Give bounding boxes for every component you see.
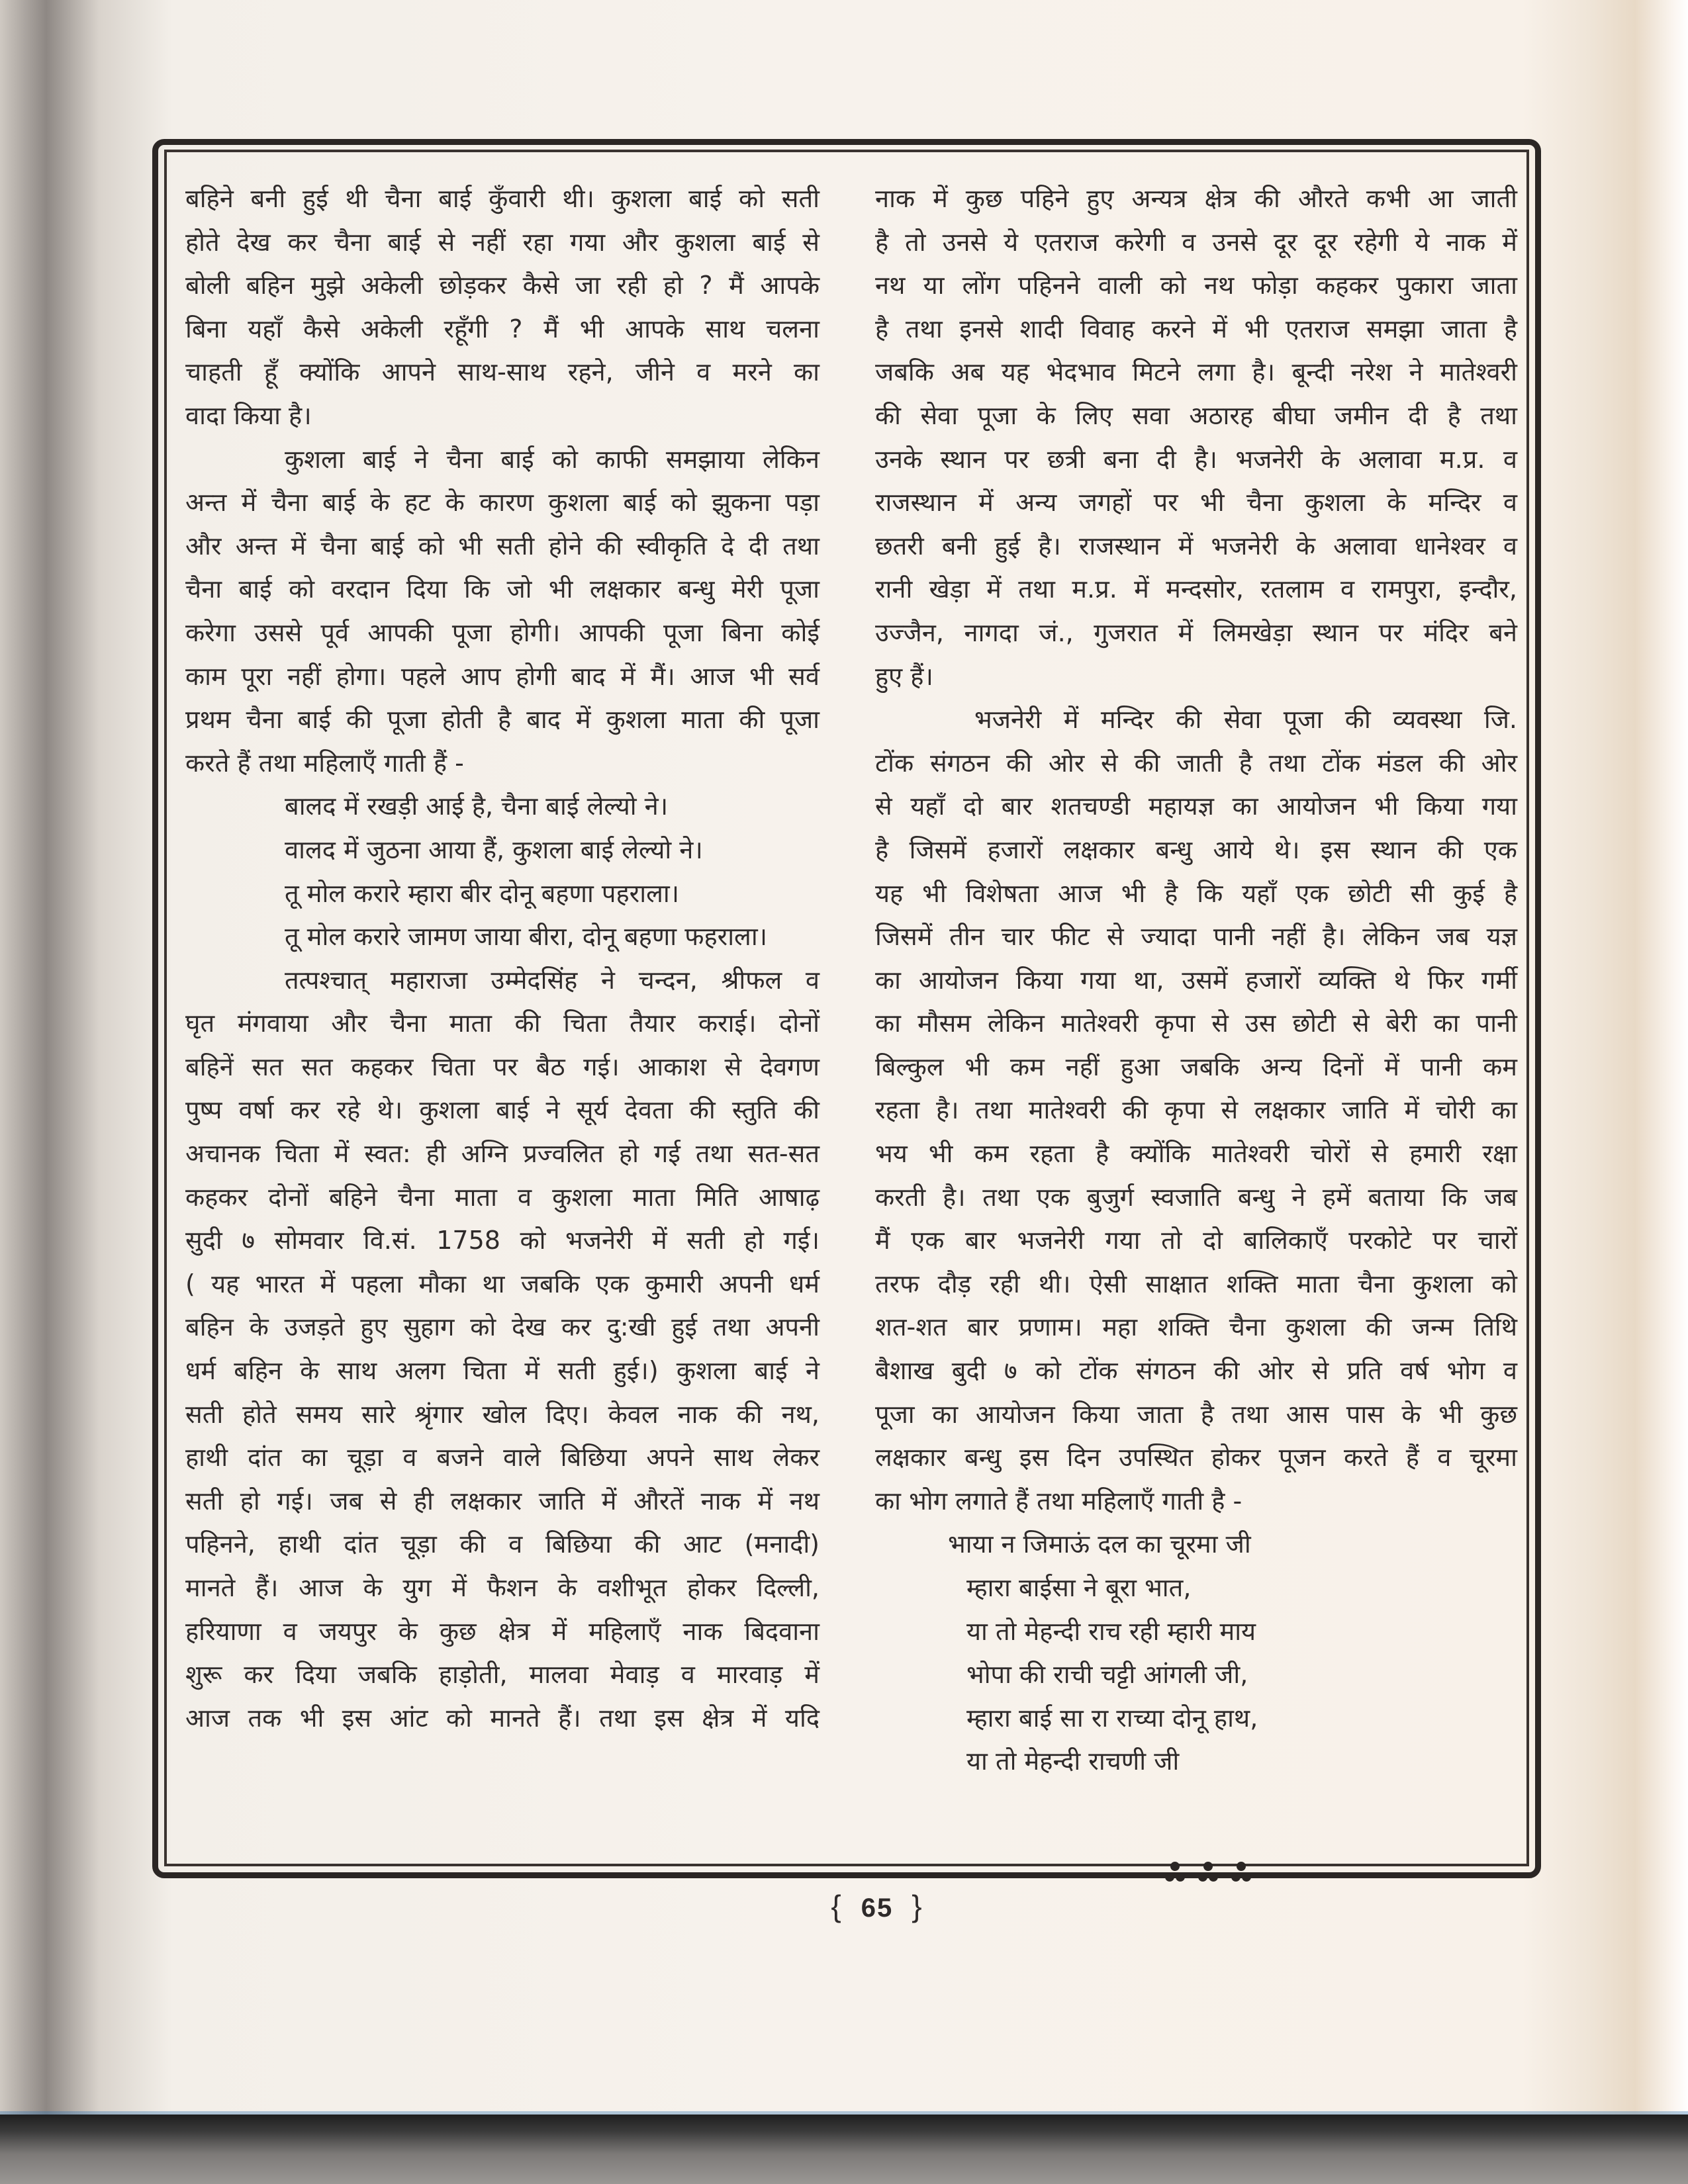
text-line: भय भी कम रहता है क्योंकि मातेश्वरी चोरों से हमारी रक्षा <box>875 1139 1517 1169</box>
text-line: का आयोजन किया गया था, उसमें हजारों व्यक्ति थे फिर गर्मी <box>875 965 1517 995</box>
text-line: बैशाख बुदी ७ को टोंक संगठन की ओर से प्रति वर्ष भोग व <box>875 1356 1517 1386</box>
text-line: घृत मंगवाया और चैना माता की चिता तैयार कराई। दोनों <box>185 1009 820 1038</box>
text-line: यह भी विशेषता आज भी है कि यहाँ एक छोटी सी कुई है <box>875 878 1517 908</box>
text-line: बहिनें सत सत कहकर चिता पर बैठ गई। आकाश से देवगण <box>185 1052 820 1081</box>
text-line: पहिनने, हाथी दांत चूड़ा की व बिछिया की आट (मनादी) <box>185 1529 820 1559</box>
text-line: बहिने बनी हुई थी चैना बाई कुँवारी थी। कुशला बाई को सती <box>185 184 820 213</box>
text-line: ( यह भारत में पहला मौका था जबकि एक कुमारी अपनी धर्म <box>185 1269 820 1298</box>
text-line: होते देख कर चैना बाई से नहीं रहा गया और कुशला बाई से <box>185 227 820 257</box>
text-line: करती है। तथा एक बुजुर्ग स्वजाति बन्धु ने हमें बताया कि जब <box>875 1182 1517 1212</box>
right-text-column <box>875 177 1517 1784</box>
text-line: सती होते समय सारे श्रृंगार खोल दिए। केवल नाक की नथ, <box>185 1399 820 1429</box>
text-line: नाक में कुछ पहिने हुए अन्यत्र क्षेत्र की औरते कभी आ जाती <box>875 184 1517 213</box>
text-line: हाथी दांत का चूड़ा व बजने वाले बिछिया अपने साथ लेकर <box>185 1443 820 1473</box>
text-line: मैं एक बार भजनेरी गया तो दो बालिकाएँ परकोटे पर चारों <box>875 1226 1517 1255</box>
text-line: बहिन के उजड़ते हुए सुहाग को देख कर दु:खी हुई तथा अपनी <box>185 1312 820 1342</box>
verse-line: तू मोल करारे जामण जाया बीरा, दोनू बहणा फहराला। <box>285 922 768 952</box>
text-line: शुरू कर दिया जबकि हाड़ोती, मालवा मेवाड़ व मारवाड़ में <box>185 1660 820 1690</box>
text-line: का भोग लगाते हैं तथा महिलाएँ गाती है - <box>875 1486 1243 1516</box>
trefoil-ornament-icon <box>1198 1862 1218 1882</box>
page-number <box>811 1888 943 1924</box>
text-line: आज तक भी इस आंट को मानते हैं। तथा इस क्षेत्र में यदि <box>185 1703 820 1733</box>
text-line: शत-शत बार प्रणाम। महा शक्ति चैना कुशला की जन्म तिथि <box>875 1312 1517 1342</box>
text-line: बिल्कुल भी कम नहीं हुआ जबकि अन्य दिनों में पानी कम <box>875 1052 1517 1081</box>
text-line: रहता है। तथा मातेश्वरी की कृपा से लक्षकार जाति में चोरी का <box>875 1095 1517 1125</box>
text-line: बिना यहाँ कैसे अकेली रहूँगी ? मैं भी आपके साथ चलना <box>185 314 820 343</box>
text-line: सुदी ७ सोमवार वि.सं. 1758 को भजनेरी में सती हो गई। <box>185 1226 820 1255</box>
end-of-article-ornament <box>1165 1858 1251 1885</box>
verse-line: म्हारा बाई सा रा राच्या दोनू हाथ, <box>966 1703 1258 1733</box>
text-line: रानी खेड़ा में तथा म.प्र. में मन्दसोर, रतलाम व रामपुरा, इन्दौर, <box>875 574 1517 604</box>
verse-line: भाया न जिमाऊं दल का चूरमा जी <box>948 1529 1251 1559</box>
text-line: उज्जैन, नागदा जं., गुजरात में लिमखेड़ा स्थान पर मंदिर बने <box>875 617 1517 647</box>
text-line: है तो उनसे ये एतराज करेगी व उनसे दूर दूर रहेगी ये नाक में <box>875 227 1517 257</box>
text-line: हरियाणा व जयपुर के कुछ क्षेत्र में महिलाएँ नाक बिदवाना <box>185 1616 820 1646</box>
verse-line: या तो मेहन्दी राच रही म्हारी माय <box>966 1616 1256 1646</box>
text-line: हुए हैं। <box>875 661 933 691</box>
text-line: जिसमें तीन चार फीट से ज्यादा पानी नहीं है। लेकिन जब यज्ञ <box>875 922 1517 952</box>
text-line: लक्षकार बन्धु इस दिन उपस्थित होकर पूजन करते हैं व चूरमा <box>875 1443 1517 1473</box>
paragraph-first-line: भजनेरी में मन्दिर की सेवा पूजा की व्यवस्था जि. <box>974 705 1517 735</box>
verse-line: भोपा की राची चट्टी आंगली जी, <box>966 1660 1248 1690</box>
text-line: करते हैं तथा महिलाएँ गाती हैं - <box>185 748 464 778</box>
text-line: पुष्प वर्षा कर रहे थे। कुशला बाई ने सूर्य देवता की स्तुति की <box>185 1095 820 1125</box>
text-line: और अन्त में चैना बाई को भी सती होने की स्वीकृति दे दी तथा <box>185 531 820 561</box>
verse-line: बालद में रखड़ी आई है, चैना बाई लेल्यो ने। <box>285 792 669 821</box>
text-line: जबकि अब यह भेदभाव मिटने लगा है। बून्दी नरेश ने मातेश्वरी <box>875 357 1517 387</box>
text-line: उनके स्थान पर छत्री बना दी है। भजनेरी के अलावा म.प्र. व <box>875 444 1517 474</box>
text-line: की सेवा पूजा के लिए सवा अठारह बीघा जमीन दी है तथा <box>875 400 1517 430</box>
text-line: चैना बाई को वरदान दिया कि जो भी लक्षकार बन्धु मेरी पूजा <box>185 574 820 604</box>
text-line: नथ या लोंग पहिनने वाली को नथ फोड़ा कहकर पुकारा जाता <box>875 271 1517 300</box>
text-line: बोली बहिन मुझे अकेली छोड़कर कैसे जा रही हो ? मैं आपके <box>185 271 820 300</box>
text-line: काम पूरा नहीं होगा। पहले आप होगी बाद में मैं। आज भी सर्व <box>185 661 820 691</box>
text-line: पूजा का आयोजन किया जाता है तथा आस पास के भी कुछ <box>875 1399 1517 1429</box>
text-line: प्रथम चैना बाई की पूजा होती है बाद में कुशला माता की पूजा <box>185 705 820 735</box>
text-line: धर्म बहिन के साथ अलग चिता में सती हुई।) कुशला बाई ने <box>185 1356 820 1386</box>
text-line: से यहाँ दो बार शतचण्डी महायज्ञ का आयोजन भी किया गया <box>875 792 1517 821</box>
text-line: टोंक संगठन की ओर से की जाती है तथा टोंक मंडल की ओर <box>875 748 1517 778</box>
text-line: करेगा उससे पूर्व आपकी पूजा होगी। आपकी पूजा बिना कोई <box>185 617 820 647</box>
text-line: राजस्थान में अन्य जगहों पर भी चैना कुशला के मन्दिर व <box>875 488 1517 518</box>
text-line: चाहती हूँ क्योंकि आपने साथ-साथ रहने, जीने व मरने का <box>185 357 820 387</box>
verse-line: या तो मेहन्दी राचणी जी <box>966 1747 1180 1776</box>
page-number-brace-open: { <box>831 1889 843 1923</box>
text-line: मानते हैं। आज के युग में फैशन के वशीभूत होकर दिल्ली, <box>185 1573 820 1602</box>
text-line: सती हो गई। जब से ही लक्षकार जाति में औरतें नाक में नथ <box>185 1486 820 1516</box>
scanner-bottom-shadow <box>0 2115 1688 2184</box>
text-line: है तथा इनसे शादी विवाह करने में भी एतराज समझा जाता है <box>875 314 1517 343</box>
trefoil-ornament-icon <box>1165 1862 1185 1882</box>
page-number-brace-close: } <box>912 1889 923 1923</box>
text-line: छतरी बनी हुई है। राजस्थान में भजनेरी के अलावा धानेश्वर व <box>875 531 1517 561</box>
left-text-column <box>185 177 820 1740</box>
verse-line: तू मोल करारे म्हारा बीर दोनू बहणा पहराला। <box>285 878 680 908</box>
verse-line: म्हारा बाईसा ने बूरा भात, <box>966 1573 1192 1602</box>
text-line: अन्त में चैना बाई के हट के कारण कुशला बाई को झुकना पड़ा <box>185 488 820 518</box>
paragraph-first-line: तत्पश्चात् महाराजा उम्मेदसिंह ने चन्दन, श्रीफल व <box>285 965 820 995</box>
text-line: है जिसमें हजारों लक्षकार बन्धु आये थे। इस स्थान की एक <box>875 835 1517 864</box>
text-line: का मौसम लेकिन मातेश्वरी कृपा से उस छोटी से बेरी का पानी <box>875 1009 1517 1038</box>
paragraph-first-line: कुशला बाई ने चैना बाई को काफी समझाया लेकिन <box>285 444 820 474</box>
text-line: वादा किया है। <box>185 400 312 430</box>
verse-line: वालद में जुठना आया हैं, कुशला बाई लेल्यो ने। <box>285 835 703 864</box>
text-line: तरफ दौड़ रही थी। ऐसी साक्षात शक्ति माता चैना कुशला को <box>875 1269 1517 1298</box>
trefoil-ornament-icon <box>1231 1862 1251 1882</box>
text-line: कहकर दोनों बहिने चैना माता व कुशला माता मिति आषाढ़ <box>185 1182 820 1212</box>
text-line: अचानक चिता में स्वत: ही अग्नि प्रज्वलित हो गई तथा सत-सत <box>185 1139 820 1169</box>
page-number-value: 65 <box>861 1893 894 1923</box>
